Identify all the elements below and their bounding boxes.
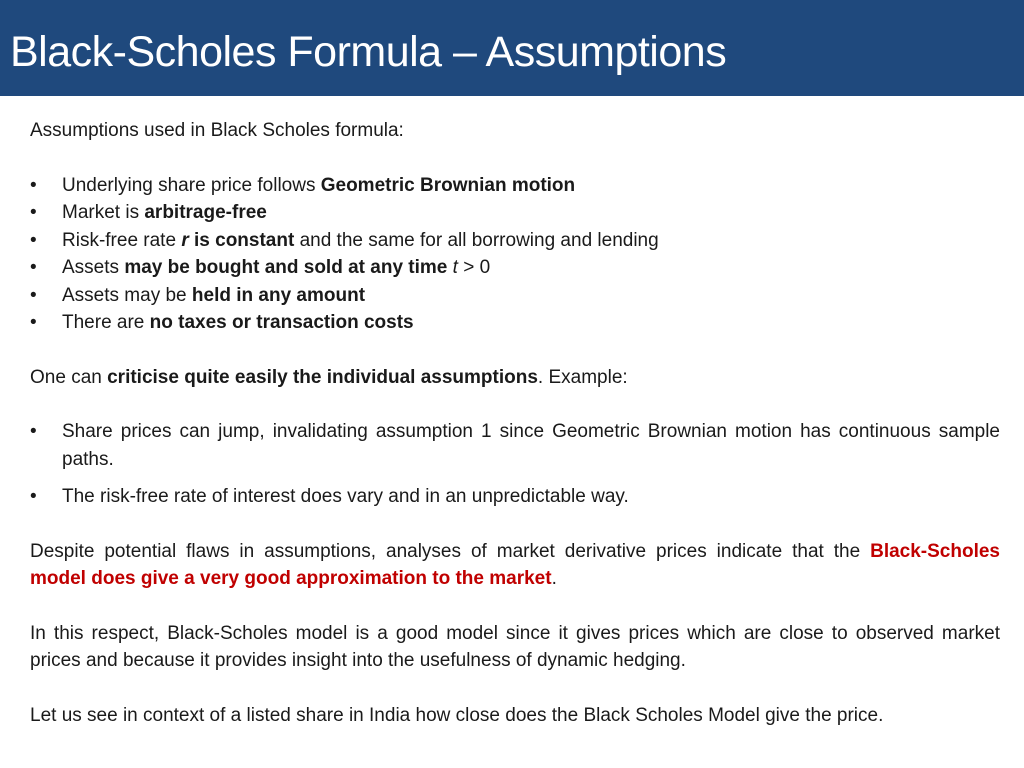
despite-text: Despite potential flaws in assumptions, analyses of market derivative prices indicate that the Black-Scholes model does give a very good approximation to the market. (30, 540, 1000, 589)
example-item-1: • Share prices can jump, invalidating assumption 1 since Geometric Brownian motion has continuous sample paths. (30, 418, 1000, 473)
assumptions-list (30, 172, 1000, 337)
bullet-icon: • (30, 284, 37, 306)
assumption-item-4: • Assets may be bought and sold at any time t > 0 (30, 254, 1000, 282)
slide-title: Black-Scholes Formula – Assumptions (10, 28, 727, 76)
bullet-icon: • (30, 421, 37, 442)
intro-text: Assumptions used in Black Scholes formula: (30, 120, 404, 141)
bullet-icon: • (30, 486, 37, 507)
example-item-2: • The risk-free rate of interest does vary and in an unpredictable way. (30, 483, 1000, 511)
assumption-item-3: • Risk-free rate r is constant and the same for all borrowing and lending (30, 227, 1000, 255)
bullet-icon: • (30, 312, 37, 333)
assumption-item-1: • Underlying share price follows Geometric Brownian motion (30, 172, 1000, 200)
bullet-icon: • (30, 174, 37, 196)
criticism-text: One can criticise quite easily the individual assumptions. Example: (30, 366, 628, 388)
respect-text: In this respect, Black-Scholes model is a good model since it gives prices which are close to observed market prices and because it provides insight into the usefulness of dynamic hedging. (30, 622, 1000, 671)
assumption-item-6: • There are no taxes or transaction costs (30, 309, 1000, 337)
bullet-icon: • (30, 229, 37, 251)
bullet-icon: • (30, 257, 37, 278)
highlight-text: Black-Scholes model does give a very good approximation to the market (30, 540, 1000, 589)
assumption-item-5: • Assets may be held in any amount (30, 282, 1000, 310)
slide-body (30, 117, 1000, 729)
assumption-item-2: • Market is arbitrage-free (30, 199, 1000, 227)
bullet-icon: • (30, 202, 37, 223)
examples-list (30, 418, 1000, 511)
closing-text: Let us see in context of a listed share in India how close does the Black Scholes Model give the price. (30, 704, 884, 726)
title-bar (0, 0, 1024, 96)
